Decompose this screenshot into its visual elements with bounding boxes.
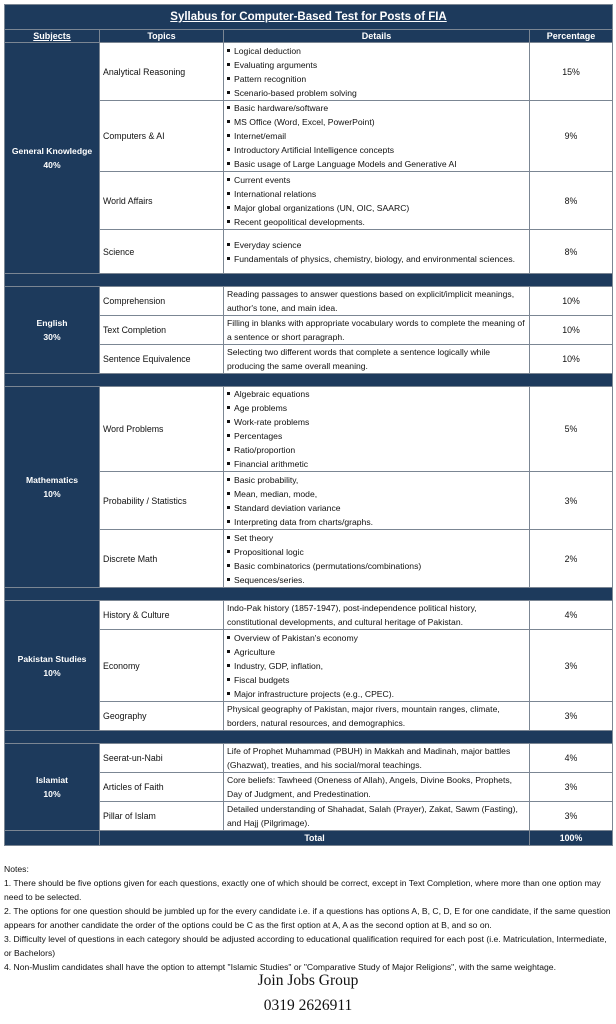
- divider-cell: [5, 731, 613, 744]
- detail-item: Overview of Pakistan's economy: [227, 631, 526, 645]
- details-cell: Selecting two different words that complete a sentence logically while producing the same overall meaning.: [224, 345, 530, 374]
- detail-item: Set theory: [227, 531, 526, 545]
- header-topics: Topics: [100, 30, 224, 43]
- detail-item: Mean, median, mode,: [227, 487, 526, 501]
- detail-item: International relations: [227, 187, 526, 201]
- detail-item: Current events: [227, 173, 526, 187]
- percentage-cell: 4%: [530, 601, 613, 630]
- total-value: 100%: [530, 831, 613, 846]
- detail-item: Fiscal budgets: [227, 673, 526, 687]
- detail-item: Major global organizations (UN, OIC, SAARC): [227, 201, 526, 215]
- percentage-cell: 5%: [530, 387, 613, 472]
- topic-cell: Sentence Equivalence: [100, 345, 224, 374]
- header-percentage: Percentage: [530, 30, 613, 43]
- topic-cell: Discrete Math: [100, 530, 224, 588]
- topic-cell: History & Culture: [100, 601, 224, 630]
- table-row: [5, 601, 613, 630]
- subject-cell: [5, 744, 100, 831]
- divider-cell: [5, 374, 613, 387]
- topic-cell: Probability / Statistics: [100, 472, 224, 530]
- percentage-cell: 10%: [530, 287, 613, 316]
- details-cell: [224, 472, 530, 530]
- section-divider: [5, 374, 613, 387]
- table-title: Syllabus for Computer-Based Test for Posts of FIA: [5, 5, 613, 30]
- subject-name: English: [36, 318, 68, 328]
- detail-item: Pattern recognition: [227, 72, 526, 86]
- topic-cell: Computers & AI: [100, 101, 224, 172]
- total-label: Total: [100, 831, 530, 846]
- divider-cell: [5, 274, 613, 287]
- footer-group-name: Join Jobs Group: [257, 972, 359, 989]
- details-list: [227, 631, 526, 701]
- note-item: 1. There should be five options given for each questions, exactly one of which should be correct, except in Text Completion, where more than one option may need to be selected.: [4, 878, 601, 902]
- details-list: [227, 473, 526, 529]
- details-cell: Life of Prophet Muhammad (PBUH) in Makkah and Madinah, major battles (Ghazwat), treaties, and his social/moral teachings.: [224, 744, 530, 773]
- details-list: [227, 101, 526, 171]
- percentage-cell: 2%: [530, 530, 613, 588]
- percentage-cell: 10%: [530, 316, 613, 345]
- detail-item: Logical deduction: [227, 44, 526, 58]
- detail-item: Introductory Artificial Intelligence concepts: [227, 143, 526, 157]
- details-cell: Physical geography of Pakistan, major rivers, mountain ranges, climate, borders, natural resources, and demographics.: [224, 702, 530, 731]
- details-cell: [224, 230, 530, 274]
- percentage-cell: 3%: [530, 773, 613, 802]
- header-subjects: Subjects: [5, 30, 100, 43]
- subject-name: Mathematics: [25, 475, 79, 485]
- notes-heading: Notes:: [4, 864, 29, 874]
- topic-cell: Pillar of Islam: [100, 802, 224, 831]
- detail-item: Evaluating arguments: [227, 58, 526, 72]
- percentage-cell: 3%: [530, 472, 613, 530]
- details-cell: Indo-Pak history (1857-1947), post-independence political history, constitutional developments, and cultural heritage of Pakistan.: [224, 601, 530, 630]
- table-row: [5, 287, 613, 316]
- topic-cell: Comprehension: [100, 287, 224, 316]
- details-list: [227, 173, 526, 229]
- percentage-cell: 10%: [530, 345, 613, 374]
- subject-cell: [5, 43, 100, 274]
- topic-cell: Science: [100, 230, 224, 274]
- subject-cell: [5, 601, 100, 731]
- details-cell: [224, 101, 530, 172]
- details-list: [227, 387, 526, 471]
- topic-cell: Articles of Faith: [100, 773, 224, 802]
- topic-cell: Seerat-un-Nabi: [100, 744, 224, 773]
- note-item: 3. Difficulty level of questions in each category should be adjusted according to educational qualification required for each post (i.e. Matriculation, Intermediate, or Bachelors): [4, 934, 607, 958]
- subject-name: General Knowledge: [11, 146, 93, 156]
- notes-section: [4, 862, 612, 974]
- detail-item: Industry, GDP, inflation,: [227, 659, 526, 673]
- subject-percent: 10%: [43, 667, 61, 678]
- topic-cell: Economy: [100, 630, 224, 702]
- details-cell: [224, 43, 530, 101]
- details-cell: [224, 172, 530, 230]
- details-cell: [224, 630, 530, 702]
- details-cell: [224, 387, 530, 472]
- subject-percent: 10%: [43, 489, 61, 499]
- detail-item: MS Office (Word, Excel, PowerPoint): [227, 115, 526, 129]
- percentage-cell: 3%: [530, 802, 613, 831]
- header-row: [5, 30, 613, 43]
- topic-cell: World Affairs: [100, 172, 224, 230]
- syllabus-table: [4, 4, 613, 846]
- detail-item: Basic probability,: [227, 473, 526, 487]
- details-cell: Core beliefs: Tawheed (Oneness of Allah), Angels, Divine Books, Prophets, Day of Judgment, and Predestination.: [224, 773, 530, 802]
- subject-name: Islamiat: [35, 775, 68, 785]
- detail-item: Financial arithmetic: [227, 457, 526, 471]
- footer-phone: 0319 2626911: [263, 997, 353, 1014]
- details-cell: Reading passages to answer questions based on explicit/implicit meanings, author's tone, and main idea.: [224, 287, 530, 316]
- detail-item: Percentages: [227, 429, 526, 443]
- topic-cell: Analytical Reasoning: [100, 43, 224, 101]
- note-item: 2. The options for one question should be jumbled up for the every candidate i.e. if a questions has options A, B, C, D, E for one candidate, if the same question appears for another candidate the order of the options could be C as the first option at A, A as the second option at B, and so on.: [4, 906, 611, 930]
- detail-item: Basic combinatorics (permutations/combinations): [227, 559, 526, 573]
- detail-item: Standard deviation variance: [227, 501, 526, 515]
- note-item: 4. Non-Muslim candidates shall have the option to attempt "Islamic Studies" or "Comparative Study of Major Religions", with the same weightage.: [4, 962, 556, 972]
- subject-cell: [5, 287, 100, 374]
- topic-cell: Geography: [100, 702, 224, 731]
- details-cell: Filling in blanks with appropriate vocabulary words to complete the meaning of a sentence or short paragraph.: [224, 316, 530, 345]
- percentage-cell: 8%: [530, 230, 613, 274]
- table-row: [5, 387, 613, 472]
- percentage-cell: 15%: [530, 43, 613, 101]
- detail-item: Internet/email: [227, 129, 526, 143]
- percentage-cell: 3%: [530, 702, 613, 731]
- detail-item: Basic usage of Large Language Models and Generative AI: [227, 157, 526, 171]
- details-cell: [224, 530, 530, 588]
- section-divider: [5, 731, 613, 744]
- detail-item: Sequences/series.: [227, 573, 526, 587]
- detail-item: Basic hardware/software: [227, 101, 526, 115]
- subject-percent: 30%: [43, 332, 61, 342]
- total-blank: [5, 831, 100, 846]
- detail-item: Everyday science: [227, 238, 526, 252]
- topic-cell: Text Completion: [100, 316, 224, 345]
- detail-item: Algebraic equations: [227, 387, 526, 401]
- percentage-cell: 3%: [530, 630, 613, 702]
- percentage-cell: 8%: [530, 172, 613, 230]
- subject-percent: 40%: [43, 160, 61, 170]
- detail-item: Interpreting data from charts/graphs.: [227, 515, 526, 529]
- total-row: [5, 831, 613, 846]
- detail-item: Scenario-based problem solving: [227, 86, 526, 100]
- details-cell: Detailed understanding of Shahadat, Salah (Prayer), Zakat, Sawm (Fasting), and Hajj (Pilgrimage).: [224, 802, 530, 831]
- percentage-cell: 4%: [530, 744, 613, 773]
- table-row: [5, 744, 613, 773]
- detail-item: Age problems: [227, 401, 526, 415]
- details-list: [227, 44, 526, 100]
- details-list: [227, 238, 526, 266]
- details-list: [227, 531, 526, 587]
- subject-percent: 10%: [43, 789, 61, 799]
- detail-item: Propositional logic: [227, 545, 526, 559]
- percentage-cell: 9%: [530, 101, 613, 172]
- section-divider: [5, 588, 613, 601]
- subject-name: Pakistan Studies: [17, 653, 87, 664]
- table-row: [5, 43, 613, 101]
- detail-item: Agriculture: [227, 645, 526, 659]
- section-divider: [5, 274, 613, 287]
- divider-cell: [5, 588, 613, 601]
- header-details: Details: [224, 30, 530, 43]
- detail-item: Work-rate problems: [227, 415, 526, 429]
- subject-cell: [5, 387, 100, 588]
- topic-cell: Word Problems: [100, 387, 224, 472]
- detail-item: Fundamentals of physics, chemistry, biology, and environmental sciences.: [227, 252, 526, 266]
- detail-item: Recent geopolitical developments.: [227, 215, 526, 229]
- detail-item: Ratio/proportion: [227, 443, 526, 457]
- detail-item: Major infrastructure projects (e.g., CPEC).: [227, 687, 526, 701]
